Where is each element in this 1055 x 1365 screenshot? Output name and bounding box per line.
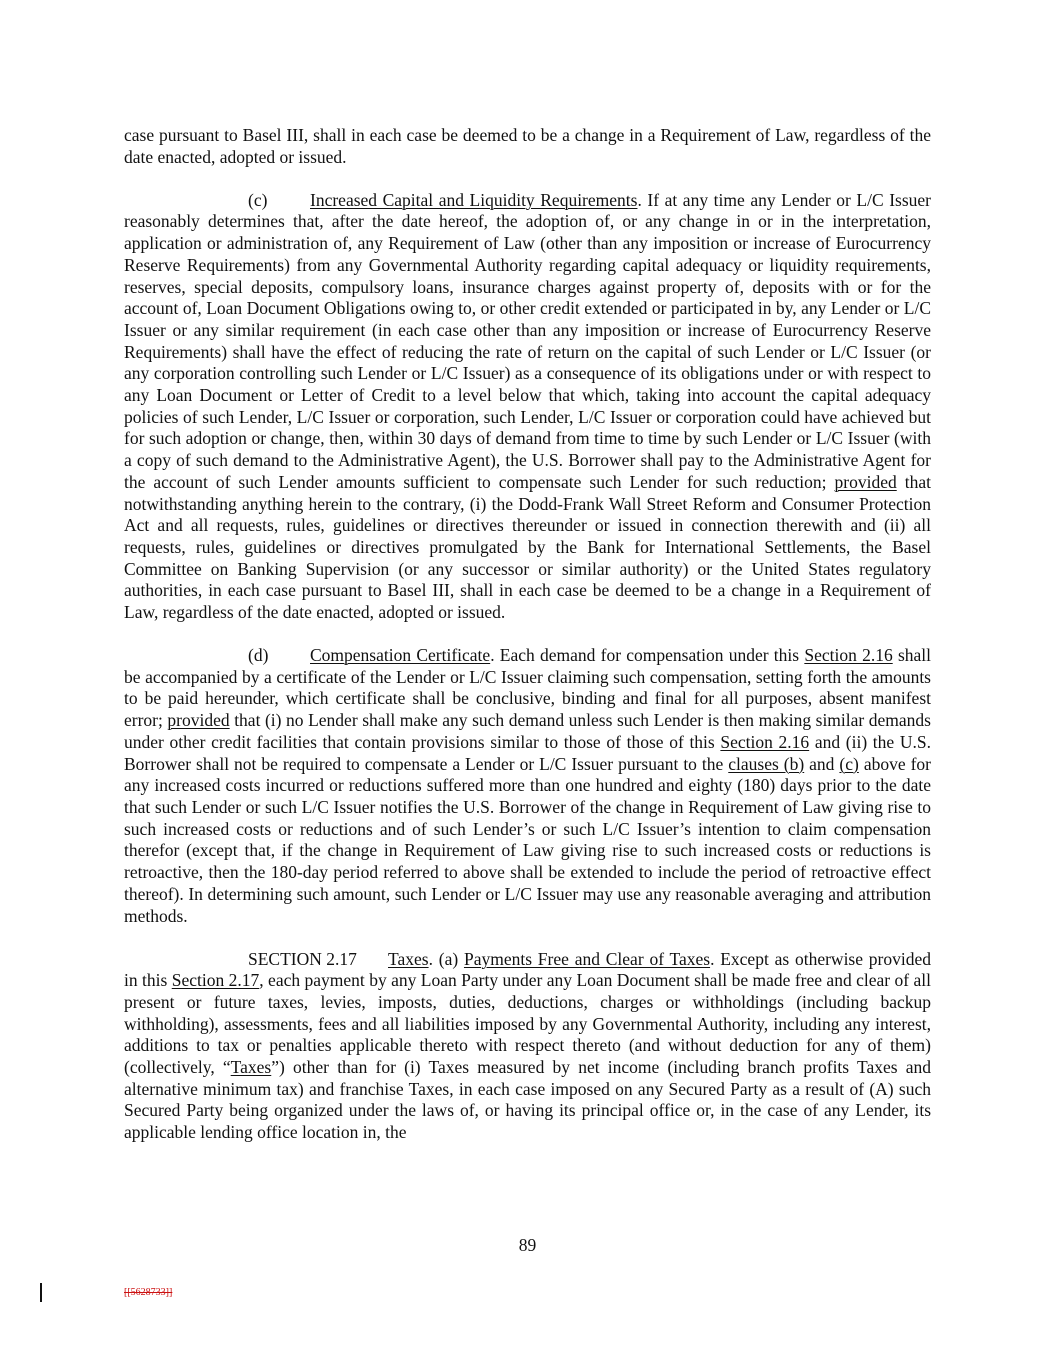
section-2-17-text-3: , each payment by any Loan Party under any Loan Document shall be made free and clear of all present or future taxes, levies, imposts, duties, deductions, charges or withholdings (including backup withholding), assessments, fees and all liabilities imposed by any Governmental Authority, including any interest, additions to tax or penalties applicable thereto with respect thereto (and without deduction for any of them) (collectively, “: [124, 970, 931, 1078]
section-2-17-paragraph: [124, 949, 931, 1144]
section-2-17-text-1: . (a): [428, 948, 464, 969]
clause-c-text-2: that notwithstanding anything herein to the contrary, (i) the Dodd-Frank Wall Street Reform and Consumer Protection Act and all requests, rules, guidelines or directives thereunder or issued in connection therewith and (ii) all requests, rules, guidelines or directives promulgated by the Bank for International Settlements, the Basel Committee on Banking Supervision (or any successor or similar authority) or the United States regulatory authorities, in each case pursuant to Basel III, shall in each case be deemed to be a change in a Requirement of Law, regardless of the date enacted, adopted or issued.: [124, 471, 931, 623]
section-2-17-heading: Taxes: [388, 948, 429, 969]
section-2-17-number: SECTION 2.17: [248, 948, 357, 969]
section-2-16-reference-2: Section 2.16: [720, 731, 810, 752]
clause-d-text-3: that (i) no Lender shall make any such demand unless such Lender is then making similar demands under other credit facilities that contain provisions similar to those of those of this: [124, 710, 931, 752]
revision-bar: [40, 1283, 42, 1302]
clause-d-text-5: and: [804, 753, 840, 774]
clause-d-text-2: shall be accompanied by a certificate of the Lender or L/C Issuer claiming such compensation, setting forth the amounts to be paid hereunder, which certificate shall be conclusive, binding and final for all purposes, absent manifest error;: [124, 645, 931, 731]
clause-c-reference: (c): [839, 753, 859, 774]
section-2-16-reference: Section 2.16: [804, 645, 893, 666]
clause-c-text-1: . If at any time any Lender or L/C Issuer reasonably determines that, after the date hereof, the adoption of, or any change in or in the interpretation, application or administration of, any Requirement of Law (other than any imposition or increase of Eurocurrency Reserve Requirements) from any Governmental Authority regarding capital adequacy or liquidity requirements, reserves, special deposits, compulsory loans, insurance charges against property of, deposits with or for the account of, Loan Document Obligations owing to, or other credit extended or participated in by, any Lender or L/C Issuer or any similar requirement (in each case other than any imposition or increase of Eurocurrency Reserve Requirements) shall have the effect of reducing the rate of return on the capital of such Lender or L/C Issuer (or any corporation controlling such Lender or L/C Issuer) as a consequence of its obligations under or with respect to any Loan Document or Letter of Credit to a level below that which, taking into account the capital adequacy policies of such Lender, L/C Issuer or corporation, such Lender, L/C Issuer or corporation could have achieved but for such adoption or change, then, within 30 days of demand from time to time by such Lender or L/C Issuer (with a copy of such demand to the Administrative Agent), the U.S. Borrower shall pay to the Administrative Agent for the account of such Lender amounts sufficient to compensate such Lender for such reduction;: [124, 189, 931, 492]
document-id: [[5628733]]: [124, 1287, 173, 1298]
page-number: 89: [518, 1235, 537, 1255]
clause-d-paragraph: [124, 645, 931, 927]
clause-d-text-6: above for any increased costs incurred or reductions suffered more than one hundred and eighty (180) days prior to the date that such Lender or such L/C Issuer notifies the U.S. Borrower of the change in Requirement of Law giving rise to such increased costs or reductions and of such Lender’s or such L/C Issuer’s intention to claim compensation therefor (except that, if the change in Requirement of Law giving rise to such increased costs or reductions is retroactive, then the 180-day period referred to above shall be extended to include the period of retroactive effect thereof). In determining such amount, such Lender or L/C Issuer may use any reasonable averaging and attribution methods.: [124, 753, 931, 926]
clause-c-enum: (c): [248, 189, 268, 210]
section-2-17-text-4: ”) other than for (i) Taxes measured by net income (including branch profits Taxes and alternative minimum tax) and franchise Taxes, in each case imposed on any Secured Party as a result of (A) such Secured Party being organized under the laws of, or having its principal office or, in the case of any Lender, its applicable lending office location in, the: [124, 1057, 932, 1143]
taxes-defined-term: Taxes: [230, 1057, 272, 1078]
section-2-17-subheading: Payments Free and Clear of Taxes: [463, 948, 711, 969]
clause-c-provided: provided: [834, 471, 897, 492]
intro-paragraph: [124, 125, 931, 168]
clause-d-enum: (d): [248, 645, 269, 666]
section-2-17-reference: Section 2.17: [171, 970, 260, 991]
intro-text: case pursuant to Basel III, shall in each case be deemed to be a change in a Requirement of Law, regardless of the date enacted, adopted or issued.: [124, 125, 931, 167]
clauses-b-reference: clauses (b): [728, 753, 805, 774]
clause-d-text-4: and (ii) the U.S. Borrower shall not be required to compensate a Lender or L/C Issuer pursuant to the: [124, 731, 931, 774]
clause-c-heading: Increased Capital and Liquidity Requirements: [310, 189, 638, 210]
clause-d-heading: Compensation Certificate: [310, 645, 491, 666]
page-body: [124, 125, 931, 1165]
clause-d-text-1: . Each demand for compensation under this: [490, 645, 805, 666]
clause-d-provided: provided: [167, 710, 230, 731]
section-2-17-text-2: . Except as otherwise provided in this: [124, 948, 932, 991]
clause-c-paragraph: [124, 190, 931, 624]
